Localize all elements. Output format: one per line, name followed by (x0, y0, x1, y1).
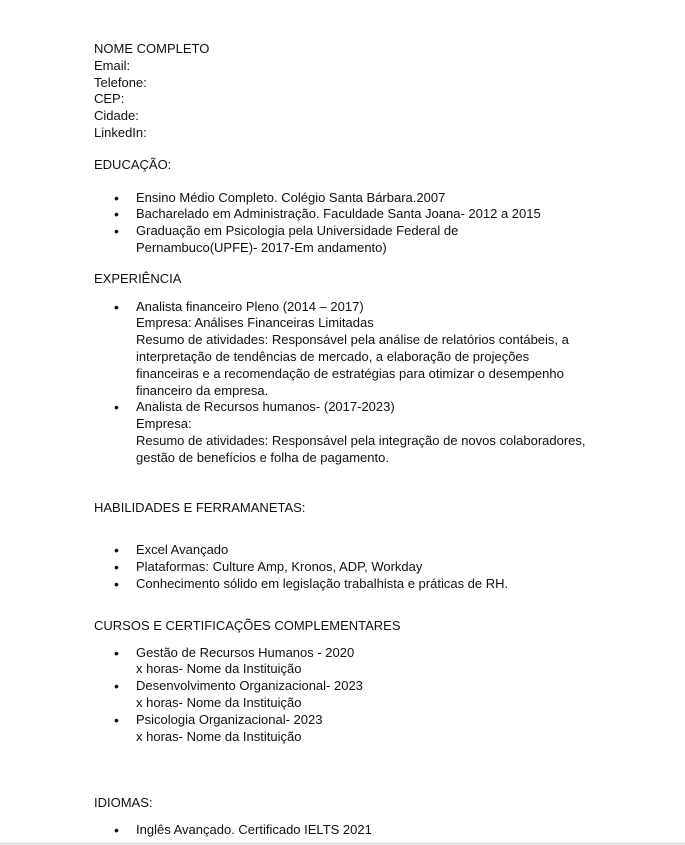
job-company: Empresa: Análises Financeiras Limitadas (136, 315, 374, 331)
courses-section (94, 618, 594, 746)
phone-line: Telefone: (94, 74, 147, 90)
resume-document (94, 41, 594, 839)
job-summary: Resumo de atividades: Responsável pela análise de relatórios contábeis, a interpretação de tendências de mercado, a elaboração de projeções financeiras e a recomendação de estratégias para otimizar o desempenho financeiro da empresa. (136, 332, 569, 398)
skill-text: Plataformas: Culture Amp, Kronos, ADP, Workday (136, 559, 423, 575)
skill-text: Excel Avançado (136, 542, 229, 558)
language-text: Inglês Avançado. Certificado IELTS 2021 (136, 822, 372, 838)
list-item (94, 678, 594, 712)
course-name: • Psicologia Organizacional- 2023 (136, 711, 323, 727)
list-item (94, 559, 594, 576)
experience-list (94, 299, 594, 467)
experience-section (94, 271, 594, 467)
job-company: Empresa: (136, 416, 192, 432)
skill-text: Conhecimento sólido em legislação trabalhista e práticas de RH. (136, 575, 509, 591)
course-name: • Gestão de Recursos Humanos - 2020 (136, 644, 355, 660)
list-item (94, 206, 594, 223)
list-item (94, 299, 594, 400)
contact-block (94, 41, 594, 142)
list-item (94, 576, 594, 593)
job-role: • Analista financeiro Pleno (2014 – 2017) (136, 298, 364, 314)
course-name: • Desenvolvimento Organizacional- 2023 (136, 678, 363, 694)
cep-line: CEP: (94, 91, 125, 107)
skills-heading: HABILIDADES E FERRAMANETAS: (94, 499, 306, 515)
education-list (94, 190, 594, 257)
list-item (94, 399, 594, 466)
experience-heading: EXPERIÊNCIA (94, 270, 182, 286)
course-detail: x horas- Nome da Instituição (136, 728, 302, 744)
courses-heading: CURSOS E CERTIFICAÇÕES COMPLEMENTARES (94, 617, 401, 633)
full-name: NOME COMPLETO (94, 41, 210, 56)
list-item (94, 190, 594, 207)
course-detail: x horas- Nome da Instituição (136, 694, 302, 710)
education-heading: EDUCAÇÃO: (94, 156, 172, 172)
list-item (94, 645, 594, 679)
skills-list (94, 542, 594, 592)
list-item (94, 712, 594, 746)
course-detail: x horas- Nome da Instituição (136, 661, 302, 677)
job-role: • Analista de Recursos humanos- (2017-2023) (136, 399, 395, 415)
languages-list (94, 822, 594, 839)
list-item (94, 822, 594, 839)
education-item-text: Bacharelado em Administração. Faculdade Santa Joana- 2012 a 2015 (136, 206, 541, 222)
city-line: Cidade: (94, 108, 139, 124)
list-item (94, 223, 594, 257)
job-summary: Resumo de atividades: Responsável pela integração de novos colaboradores, gestão de benefícios e folha de pagamento. (136, 432, 586, 465)
linkedin-line: LinkedIn: (94, 124, 147, 140)
email-line: Email: (94, 57, 131, 73)
education-item-text: Graduação em Psicologia pela Universidade Federal de Pernambuco(UPFE)- 2017-Em andamento) (136, 223, 459, 255)
languages-section (94, 795, 594, 839)
skills-section (94, 500, 594, 593)
education-section (94, 157, 594, 257)
languages-heading: IDIOMAS: (94, 795, 153, 811)
courses-list (94, 645, 594, 746)
list-item (94, 542, 594, 559)
education-item-text: Ensino Médio Completo. Colégio Santa Bárbara.2007 (136, 189, 446, 205)
